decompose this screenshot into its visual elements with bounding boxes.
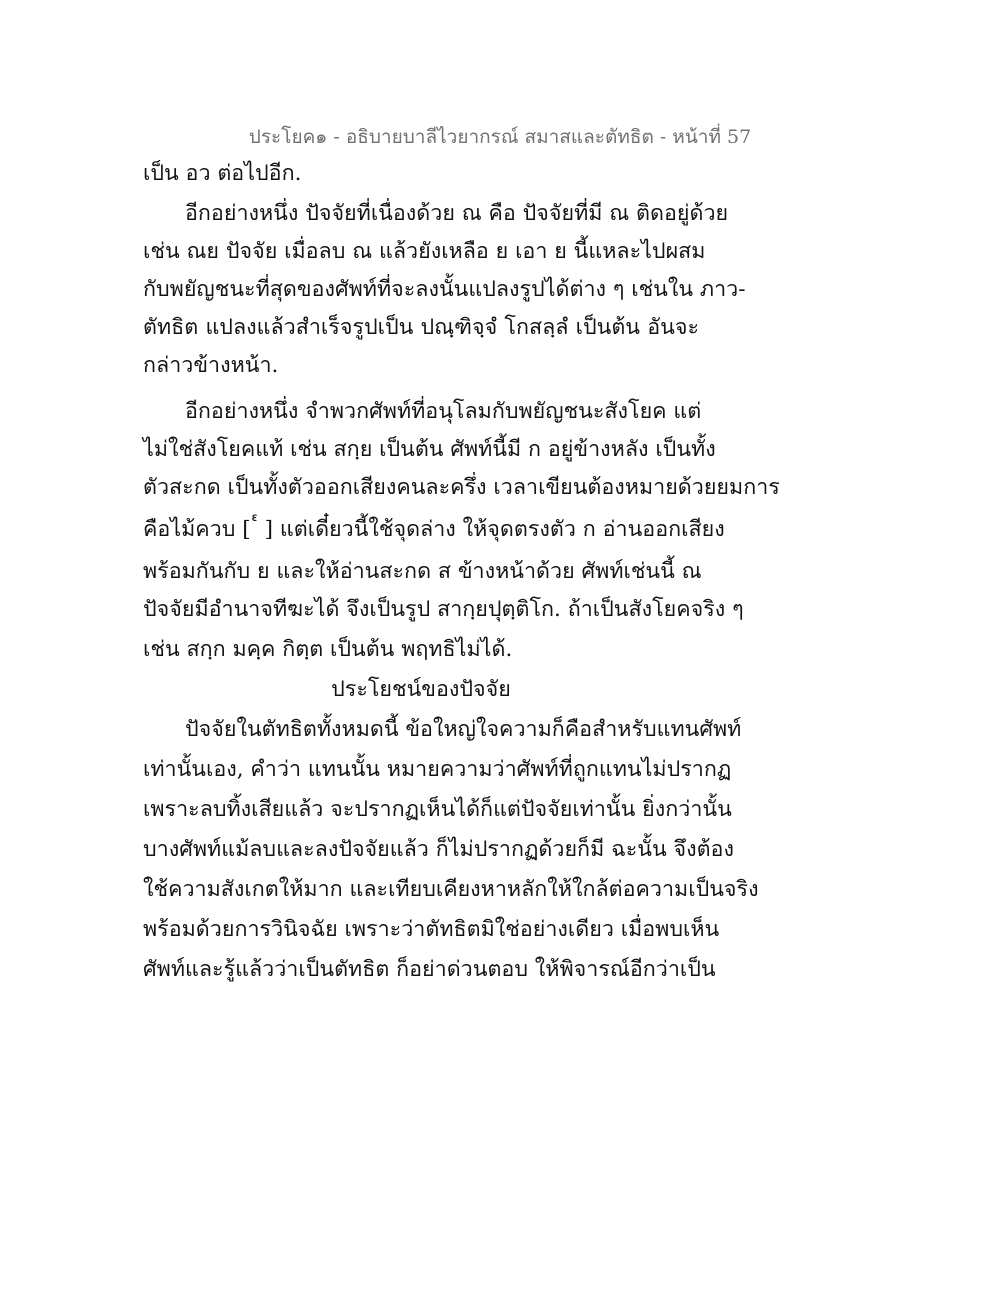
text-line: เพราะลบทิ้งเสียแล้ว จะปรากฏเห็นได้ก็แต่ปัจจัยเท่านั้น ยิ่งกว่านั้น [143, 797, 732, 822]
text-line: พร้อมด้วยการวินิจฉัย เพราะว่าตัทธิตมิใช่อย่างเดียว เมื่อพบเห็น [143, 917, 720, 942]
text-line: กล่าวข้างหน้า. [143, 353, 279, 378]
text-line: ใช้ความสังเกตให้มาก และเทียบเคียงหาหลักให้ใกล้ต่อความเป็นจริง [143, 877, 759, 902]
text-line: พร้อมกันกับ ย และให้อ่านสะกด ส ข้างหน้าด้วย ศัพท์เช่นนี้ ณ [143, 559, 702, 584]
text-line: เช่น สกฺก มคฺค กิตฺต เป็นต้น พฤทธิไม่ได้. [143, 637, 513, 662]
text-line: ศัพท์และรู้แล้วว่าเป็นตัทธิต ก็อย่าด่วนตอบ ให้พิจารณ์อีกว่าเป็น [143, 957, 716, 982]
text-line: เช่น ณย ปัจจัย เมื่อลบ ณ แล้วยังเหลือ ย เอา ย นี้แหละไปผสม [143, 239, 706, 264]
text-line: ตัทธิต แปลงแล้วสำเร็จรูปเป็น ปณฺฑิจฺจํ โกสลฺลํ เป็นต้น อันจะ [143, 315, 699, 340]
section-heading: ประโยชน์ของปัจจัย [331, 677, 511, 702]
text-line: ปัจจัยในตัทธิตทั้งหมดนี้ ข้อใหญ่ใจความก็คือสำหรับแทนศัพท์ [185, 717, 742, 742]
text-line: กับพยัญชนะที่สุดของศัพท์ที่จะลงนั้นแปลงรูปได้ต่าง ๆ เช่นใน ภาว- [143, 277, 746, 302]
text-line: อีกอย่างหนึ่ง จำพวกศัพท์ที่อนุโลมกับพยัญชนะสังโยค แต่ [185, 399, 702, 424]
text-line: เท่านั้นเอง, คำว่า แทนนั้น หมายความว่าศัพท์ที่ถูกแทนไม่ปรากฏ [143, 757, 732, 782]
text-line: ไม่ใช่สังโยคแท้ เช่น สกฺย เป็นต้น ศัพท์นี้มี ก อยู่ข้างหลัง เป็นทั้ง [143, 437, 716, 462]
text-line: อีกอย่างหนึ่ง ปัจจัยที่เนื่องด้วย ณ คือ ปัจจัยที่มี ณ ติดอยู่ด้วย [185, 201, 729, 226]
text-line: ตัวสะกด เป็นทั้งตัวออกเสียงคนละครึ่ง เวลาเขียนต้องหมายด้วยยมการ [143, 475, 780, 500]
text-line: เป็น อว ต่อไปอีก. [143, 161, 302, 186]
running-header: ประโยค๑ - อธิบายบาลีไวยากรณ์ สมาสและตัทธิต - หน้าที่ 57 [248, 126, 752, 148]
text-line: คือไม้ควบ [ ๎ ] แต่เดี๋ยวนี้ใช้จุดล่าง ให้จุดตรงตัว ก อ่านออกเสียง [143, 517, 725, 542]
text-line: บางศัพท์แม้ลบและลงปัจจัยแล้ว ก็ไม่ปรากฏด้วยก็มี ฉะนั้น จึงต้อง [143, 837, 734, 862]
text-line: ปัจจัยมีอำนาจทีฆะได้ จึงเป็นรูป สากฺยปุตฺติโก. ถ้าเป็นสังโยคจริง ๆ [143, 597, 744, 622]
